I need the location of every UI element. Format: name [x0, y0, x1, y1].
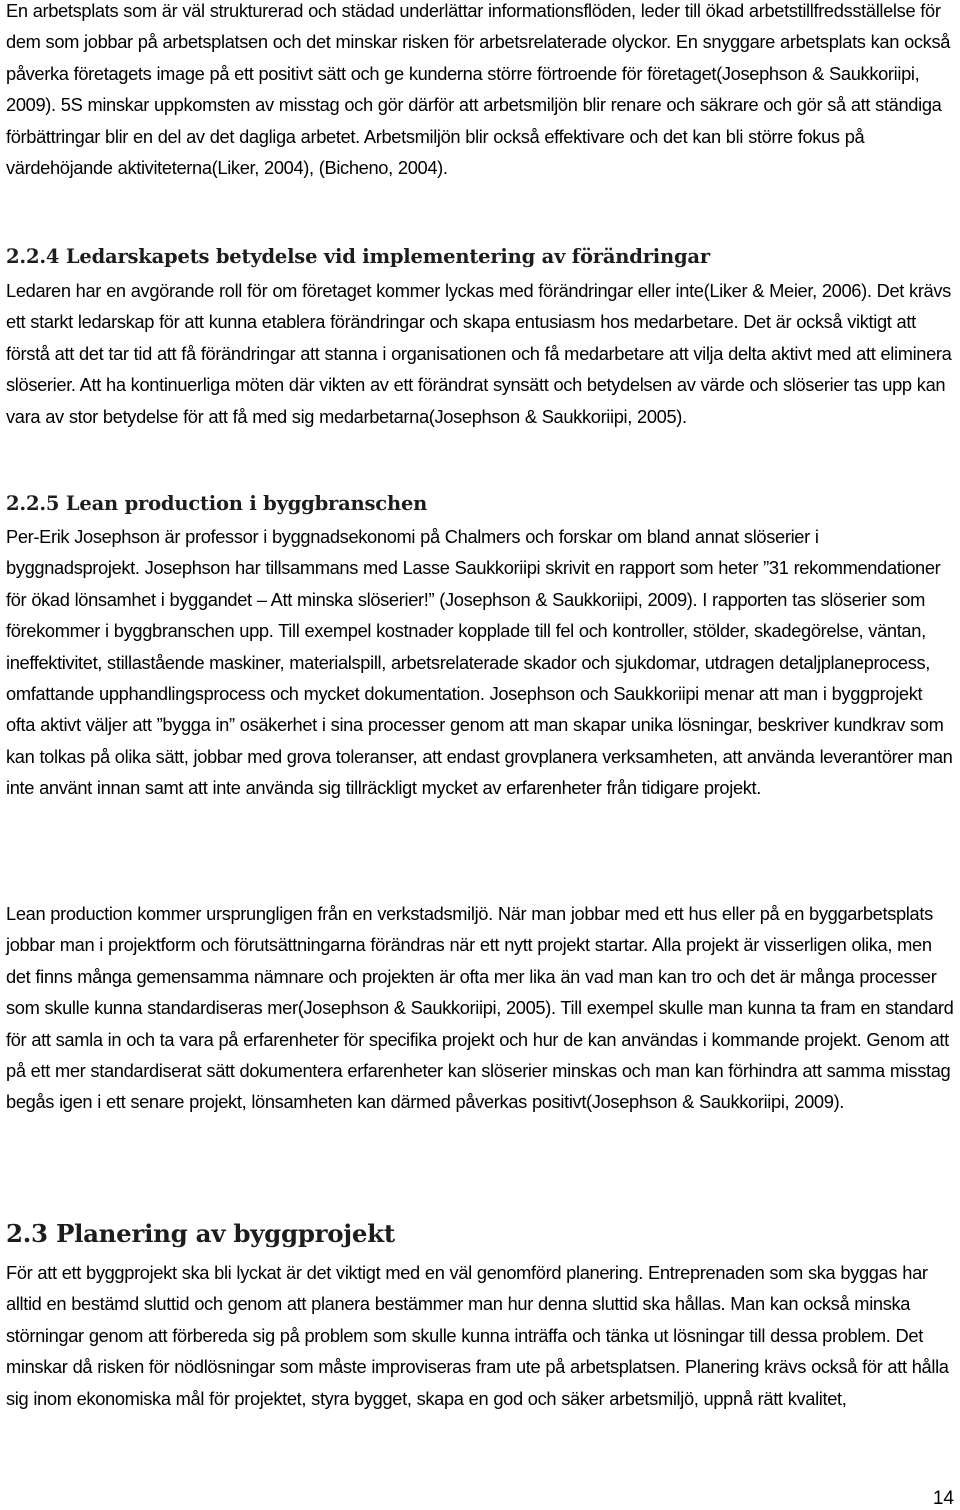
- paragraph-5s-workplace: En arbetsplats som är väl strukturerad och städad underlättar informationsflöden, leder till ökad arbetstillfredsställelse för dem som jobbar på arbetsplatsen och det minskar risken för arbetsrelaterade olyckor. En snyggare arbetsplats kan också påverka företagets image på ett positivt sätt och ge kunderna större förtroende för företaget(Josephson & Saukkoriipi, 2009). 5S minskar uppkomsten av misstag och gör därför att arbetsmiljön blir renare och säkrare och gör så att ständiga förbättringar blir en del av det dagliga arbetet. Arbetsmiljön blir också effektivare och det kan bli större fokus på värdehöjande aktiviteterna(Liker, 2004), (Bicheno, 2004).: [6, 0, 951, 179]
- paragraph-leadership: Ledaren har en avgörande roll för om företaget kommer lyckas med förändringar eller inte(Liker & Meier, 2006). Det krävs ett starkt ledarskap för att kunna etablera förändringar och skapa entusiasm hos medarbetare. Det är också viktigt att förstå att det tar tid att få förändringar att stanna i organisationen och få medarbetare att vilja delta aktivt med att eliminera slöserier. Att ha kontinuerliga möten där vikten av ett förändrat synsätt och betydelsen av värde och slöserier tas upp kan vara av stor betydelse för att få med sig medarbetarna(Josephson & Saukkoriipi, 2005).: [6, 280, 952, 427]
- paragraph-josephson-report: Per-Erik Josephson är professor i byggnadsekonomi på Chalmers och forskar om bland annat slöserier i byggnadsprojekt. Josephson har tillsammans med Lasse Saukkoriipi skrivit en rapport som heter ”31 rekommendationer för ökad lönsamhet i byggandet – Att minska slöserier!” (Josephson & Saukkoriipi, 2009). I rapporten tas slöserier som förekommer i byggbranschen upp. Till exempel kostnader kopplade till fel och kontroller, stölder, skadegörelse, väntan, ineffektivitet, stillastående maskiner, materialspill, arbetsrelaterade skador och sjukdomar, utdragen detaljplaneprocess, omfattande upphandlingsprocess och mycket dokumentation. Josephson och Saukkoriipi menar att man i byggprojekt ofta aktivt väljer att ”bygga in” osäkerhet i sina processer genom att man skapar unika lösningar, beskriver kundkrav som kan tolkas på olika sätt, jobbar med grova toleranser, att endast grovplanera verksamheten, att använda leverantörer man inte använt innan samt att inte använda sig tillräckligt mycket av erfarenheter från tidigare projekt.: [6, 526, 953, 799]
- paragraph-lean-origin: Lean production kommer ursprungligen från en verkstadsmiljö. När man jobbar med ett hus eller på en byggarbetsplats jobbar man i projektform och förutsättningarna förändras när ett nytt projekt startar. Alla projekt är visserligen olika, men det finns många gemensamma nämnare och projekten är ofta mer lika än vad man kan tro och det är många processer som skulle kunna standardiseras mer(Josephson & Saukkoriipi, 2005). Till exempel skulle man kunna ta fram en standard för att samla in och ta vara på erfarenheter för specifika projekt och hur de kan användas i kommande projekt. Genom att på ett mer standardiserat sätt dokumentera erfarenheter kan slöserier minskas och man kan förhindra att samma misstag begås igen i ett senare projekt, lönsamheten kan därmed påverkas positivt(Josephson & Saukkoriipi, 2009).: [6, 903, 954, 1113]
- paragraph-planning: För att ett byggprojekt ska bli lyckat är det viktigt med en väl genomförd planering. Entreprenaden som ska byggas har alltid en bestämd sluttid och genom att planera bestämmer man hur denna sluttid ska hållas. Man kan också minska störningar genom att förbereda sig på problem som skulle kunna inträffa och tänka ut lösningar till dessa problem. Det minskar då risken för nödlösningar som måste improviseras fram ute på arbetsplatsen. Planering krävs också för att hålla sig inom ekonomiska mål för projektet, styra bygget, skapa en god och säker arbetsmiljö, uppnå rätt kvalitet,: [6, 1262, 949, 1409]
- page-number: 14: [932, 1488, 954, 1509]
- heading-2-2-5: 2.2.5 Lean production i byggbranschen: [6, 492, 428, 515]
- heading-2-3: 2.3 Planering av byggprojekt: [6, 1219, 395, 1248]
- heading-2-2-4: 2.2.4 Ledarskapets betydelse vid implementering av förändringar: [6, 245, 710, 268]
